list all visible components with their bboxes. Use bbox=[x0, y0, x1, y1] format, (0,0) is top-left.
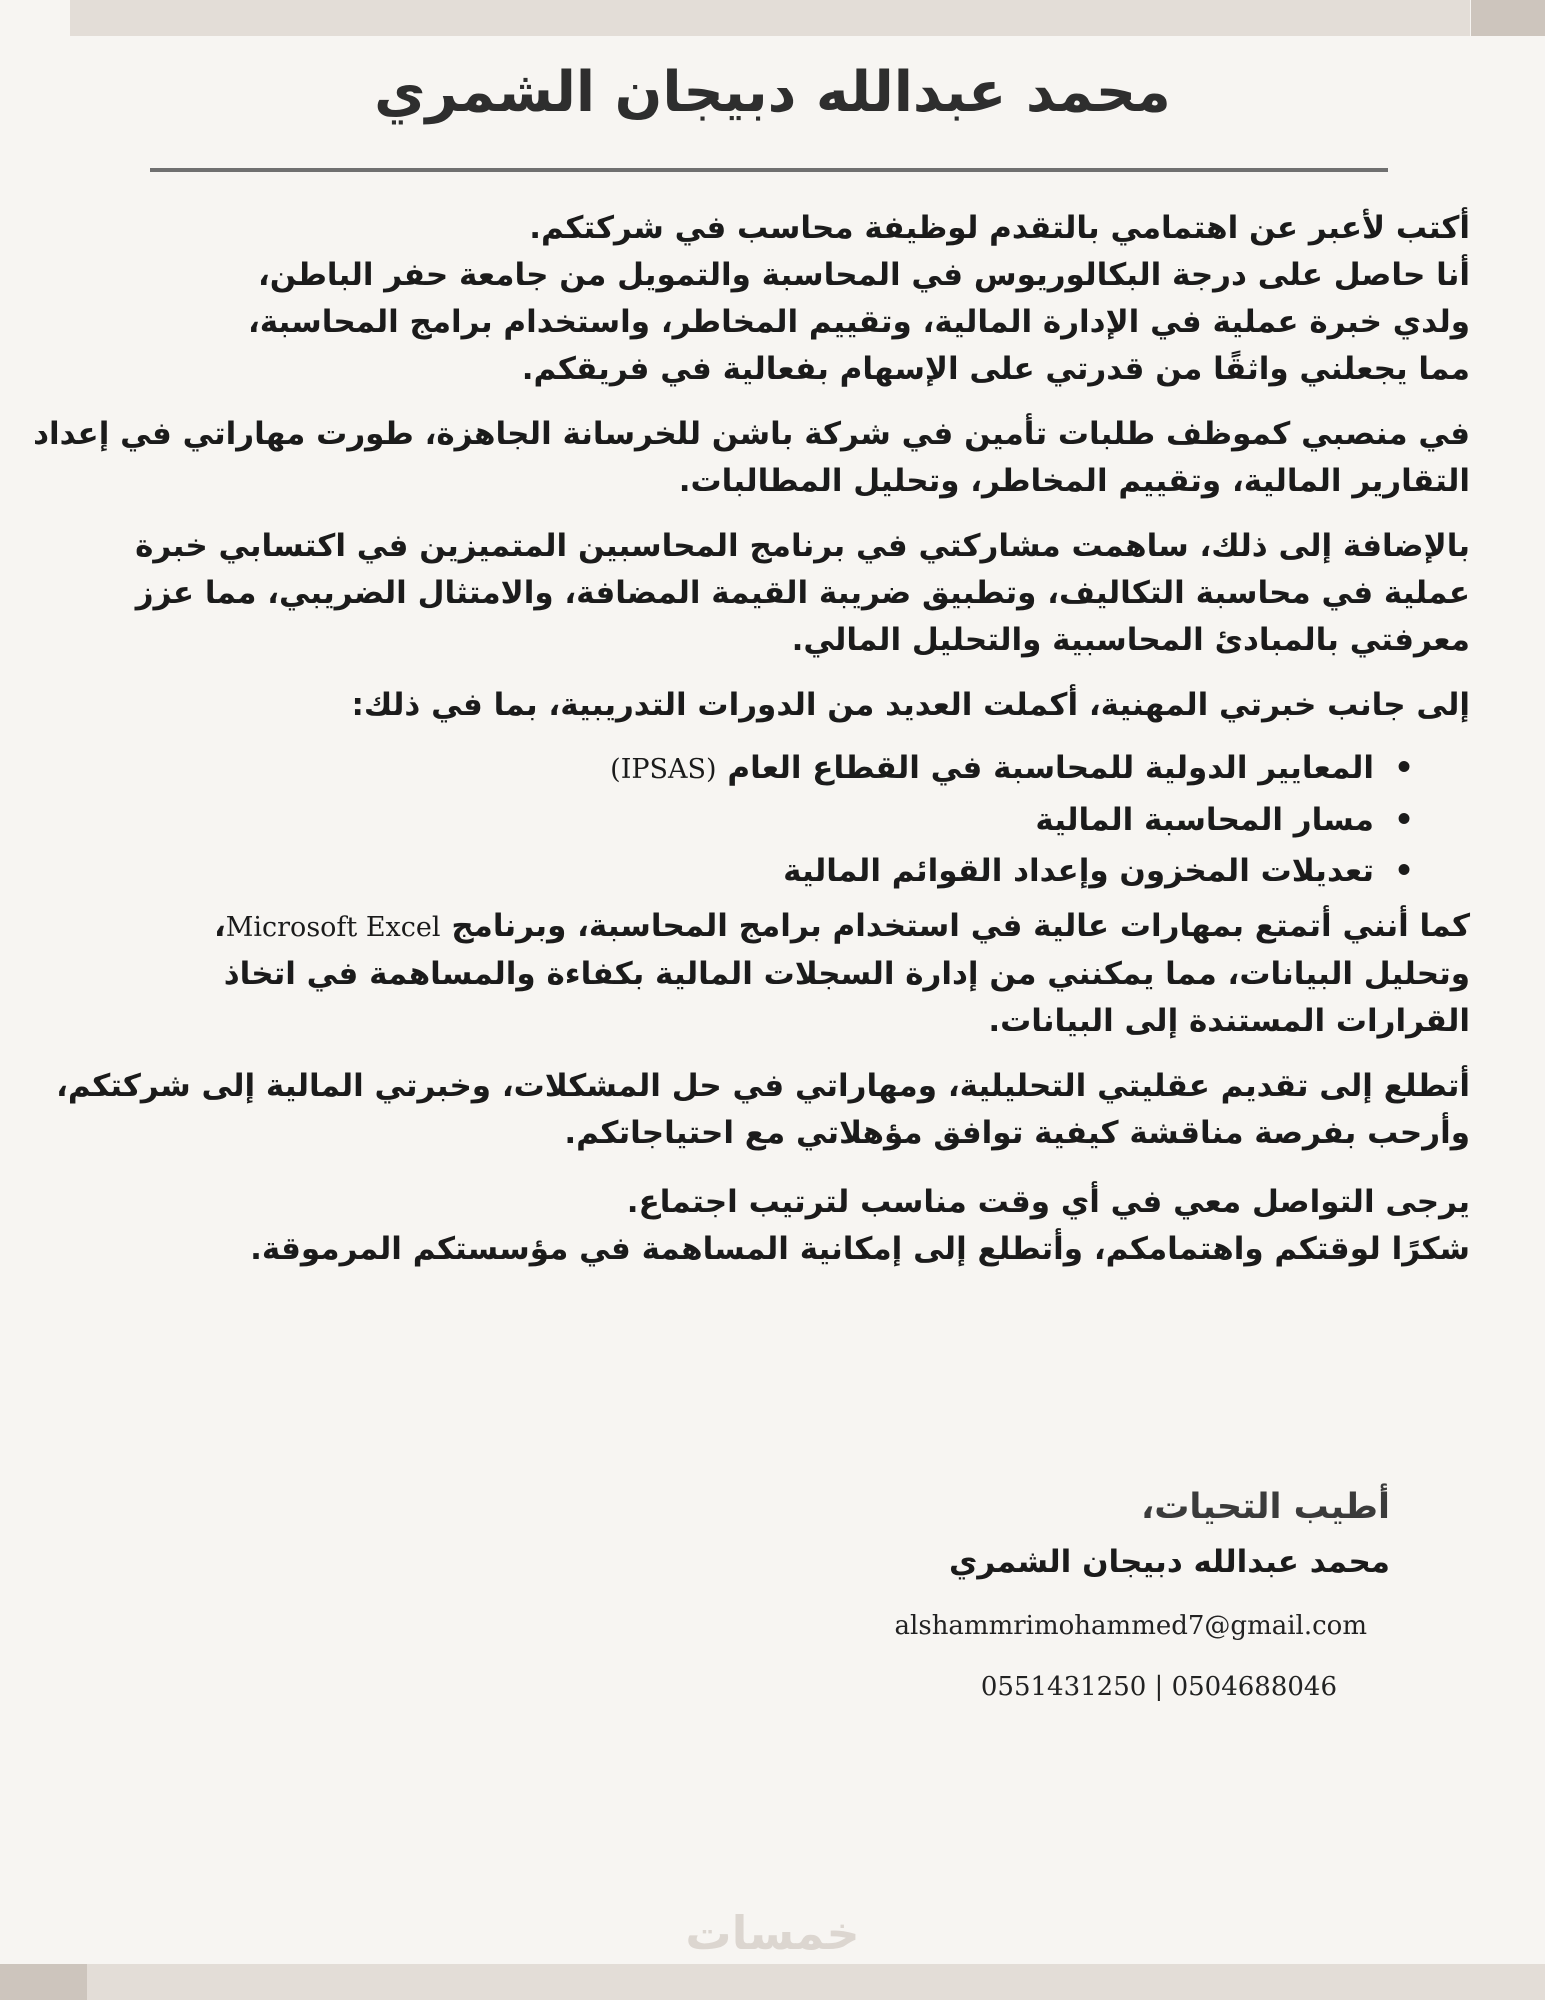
text-line: عملية في محاسبة التكاليف، وتطبيق ضريبة القيمة المضافة، والامتثال الضريبي، مما عزز bbox=[135, 575, 1470, 611]
text-line: أتطلع إلى تقديم عقليتي التحليلية، ومهاراتي في حل المشكلات، وخبرتي المالية إلى شركتكم، bbox=[56, 1068, 1470, 1104]
text-line: التقارير المالية، وتقييم المخاطر، وتحليل المطالبات. bbox=[678, 463, 1470, 499]
text-line: وتحليل البيانات، مما يمكنني من إدارة السجلات المالية بكفاءة والمساهمة في اتخاذ bbox=[223, 956, 1470, 992]
paragraph-closing-aspiration bbox=[0, 1063, 1470, 1157]
signature-name: محمد عبدالله دبيجان الشمري bbox=[949, 1544, 1390, 1580]
paragraph-courses-intro bbox=[0, 682, 1470, 729]
text-segment: كما أنني أتمتع بمهارات عالية في استخدام برامج المحاسبة، وبرنامج bbox=[451, 908, 1470, 944]
course-name: المعايير الدولية للمحاسبة في القطاع العام bbox=[727, 750, 1374, 786]
bullet-icon: • bbox=[1394, 853, 1414, 889]
phone-numbers[interactable]: 0551431250 | 0504688046 bbox=[980, 1672, 1337, 1702]
text-line: يرجى التواصل معي في أي وقت مناسب لترتيب اجتماع. bbox=[626, 1184, 1470, 1220]
top-right-accent-block bbox=[1471, 0, 1545, 36]
bullet-icon: • bbox=[1394, 750, 1414, 786]
text-line: وأرحب بفرصة مناقشة كيفية توافق مؤهلاتي مع احتياجاتكم. bbox=[564, 1115, 1470, 1151]
text-line: مما يجعلني واثقًا من قدرتي على الإسهام بفعالية في فريقكم. bbox=[521, 351, 1470, 387]
watermark-logo: خمسات bbox=[685, 1906, 860, 1960]
paragraph-contact-request bbox=[0, 1179, 1470, 1273]
text-line: إلى جانب خبرتي المهنية، أكملت العديد من الدورات التدريبية، بما في ذلك: bbox=[351, 687, 1470, 723]
closing-greeting: أطيب التحيات، bbox=[1140, 1487, 1390, 1527]
text-line: أكتب لأعبر عن اهتمامي بالتقدم لوظيفة محاسب في شركتكم. bbox=[529, 210, 1470, 246]
course-name: تعديلات المخزون وإعداد القوائم المالية bbox=[783, 853, 1374, 889]
text-line: شكرًا لوقتكم واهتمامكم، وأتطلع إلى إمكانية المساهمة في مؤسستكم المرموقة. bbox=[250, 1231, 1470, 1267]
course-abbreviation: (IPSAS) bbox=[610, 754, 717, 785]
page-title: محمد عبدالله دبيجان الشمري bbox=[374, 60, 1171, 125]
bullet-icon: • bbox=[1394, 802, 1414, 838]
text-line: القرارات المستندة إلى البيانات. bbox=[988, 1003, 1470, 1039]
text-line: ولدي خبرة عملية في الإدارة المالية، وتقييم المخاطر، واستخدام برامج المحاسبة، bbox=[247, 304, 1470, 340]
text-line: معرفتي بالمبادئ المحاسبية والتحليل المالي. bbox=[791, 622, 1470, 658]
paragraph-experience bbox=[0, 411, 1470, 505]
letter-body bbox=[0, 205, 1470, 1273]
paragraph-skills bbox=[0, 903, 1470, 1045]
paragraph-program bbox=[0, 523, 1470, 664]
courses-list bbox=[0, 743, 1470, 897]
bottom-decorative-band bbox=[87, 1964, 1545, 2000]
course-name: مسار المحاسبة المالية bbox=[1035, 802, 1374, 838]
top-decorative-band bbox=[70, 0, 1470, 36]
email-address[interactable]: alshammrimohammed7@gmail.com bbox=[894, 1611, 1367, 1641]
text-line bbox=[0, 903, 1470, 951]
paragraph-intro bbox=[0, 205, 1470, 393]
list-item bbox=[0, 795, 1414, 846]
text-line: أنا حاصل على درجة البكالوريوس في المحاسبة والتمويل من جامعة حفر الباطن، bbox=[258, 257, 1470, 293]
list-item bbox=[0, 743, 1414, 795]
text-line: بالإضافة إلى ذلك، ساهمت مشاركتي في برنامج المحاسبين المتميزين في اكتسابي خبرة bbox=[135, 528, 1470, 564]
title-divider bbox=[150, 168, 1388, 172]
signature-block bbox=[949, 1482, 1390, 1592]
text-segment: ، bbox=[213, 908, 226, 944]
list-item bbox=[0, 846, 1414, 897]
text-line: في منصبي كموظف طلبات تأمين في شركة باشن للخرسانة الجاهزة، طورت مهاراتي في إعداد bbox=[33, 416, 1470, 452]
bottom-left-accent-block bbox=[0, 1964, 87, 2000]
software-name: Microsoft Excel bbox=[225, 912, 441, 943]
